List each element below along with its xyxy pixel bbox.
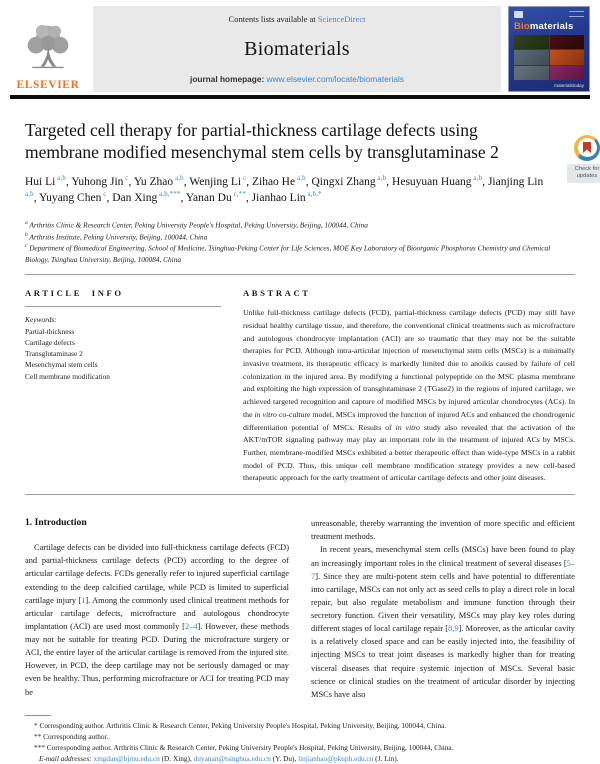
journal-banner (93, 6, 501, 92)
cover-thumbnail (514, 35, 549, 49)
affiliation-list (25, 219, 573, 265)
badge-line2: updates (567, 173, 600, 181)
author-affiliation-sup: a,b (472, 175, 483, 182)
author-name: Yanan Du (186, 192, 232, 204)
text-segment: In recent years, mesenchymal stem cells (MSCs) have been found to play an increasingly important roles in the clinical treatment of several diseases [ (311, 545, 575, 567)
footnote-list (25, 720, 575, 764)
author-name: Yuhong Jin (71, 176, 123, 188)
contents-line (99, 14, 495, 24)
cover-thumbnail-grid (514, 35, 584, 80)
author-affiliation-sup: a,b (173, 175, 184, 182)
cover-issue-info (569, 11, 584, 17)
footnote-marker: * (34, 721, 39, 730)
sciencedirect-link[interactable]: ScienceDirect (318, 14, 366, 24)
author-name: Jianjing Lin (488, 176, 543, 188)
cover-thumbnail (514, 66, 549, 80)
page-header (10, 6, 590, 99)
article-body (0, 119, 600, 764)
author-affiliation-sup: a,b (376, 175, 387, 182)
keyword: Partial-thickness (25, 326, 221, 337)
article-info-section (25, 288, 221, 485)
homepage-label: journal homepage: (190, 74, 264, 84)
text-segment: Corresponding author. Arthritis Clinic & Research Center, Peking University People's Hospital, Peking University, Beijing, 100044, China. (47, 743, 454, 752)
author-affiliation-sup: a,b (25, 191, 34, 198)
footnote (25, 731, 575, 742)
introduction-heading: 1. Introduction (25, 517, 289, 528)
cover-brand-rest: materials (530, 21, 574, 32)
divider (25, 494, 575, 495)
article-title: Targeted cell therapy for partial-thickness cartilage defects using membrane modified mesenchymal stem cells by transglutaminase 2 (25, 119, 533, 163)
author-name: Hui Li (25, 176, 55, 188)
inline-link[interactable]: duyanan@tsinghua.edu.cn (194, 754, 271, 763)
author-name: Dan Xing (112, 192, 157, 204)
text-segment: (Y. Du), (271, 754, 298, 763)
intro-col-left (25, 517, 289, 701)
footnote (25, 742, 575, 753)
homepage-link[interactable]: www.elsevier.com/locate/biomaterials (267, 74, 404, 84)
inline-link[interactable]: 5–7 (311, 559, 575, 581)
author-list: Hui Li $^{a,b}$, Yuhong Jin $^c$, Yu Zhao $^{a,b}$, Wenjing Li $^c$, Zihao He $^{a,b}$, Qingxi Zhang $^{a,b}$, Hesuyuan Huang $^{a,b}$, Jianjing Lin $^{a,b}$, Yuyang Chen $^c$, Dan Xing $^{a,b,***}$, Yanan Du $^{c,**}$, Jianhao Lin $^{a,b,*}$ (25, 174, 545, 206)
author-affiliation-sup: a,b (295, 175, 306, 182)
paragraph (311, 543, 575, 701)
homepage-line (99, 74, 495, 84)
text-segment: ]. However, these methods may not be suitable for treating PCD. During the microfracture surgery or ACI, the entire layer of the articular cartilage is removed from the injured site. However, in PCD, the deep cartilage may not be seriously damaged or may even be healthy. Thus, performing microfracture or ACI for treating PCD may be (25, 622, 289, 697)
author-name: Yuyang Chen (39, 192, 101, 204)
cover-thumbnail (550, 35, 585, 49)
text-segment: (D. Xing), (160, 754, 194, 763)
intro-col-right (311, 517, 575, 701)
author-affiliation-sup: a,b,* (306, 191, 322, 198)
abstract-text (243, 307, 575, 485)
cover-thumbnail (550, 50, 585, 64)
author-affiliation-sup: c (123, 175, 128, 182)
author-name: Hesuyuan Huang (392, 176, 472, 188)
footnote (25, 753, 575, 764)
badge-label (567, 164, 600, 183)
keyword: Cartilage defects (25, 337, 221, 348)
journal-cover-thumbnail[interactable] (508, 6, 590, 92)
elsevier-wordmark: ELSEVIER (17, 79, 80, 91)
article-info-heading: ARTICLE INFO (25, 288, 221, 298)
text-segment: Corresponding author. (43, 732, 108, 741)
text-segment: unreasonable, thereby warranting the invention of more specific and efficient treatment methods. (311, 519, 575, 541)
intro-col-left-paras (25, 541, 289, 699)
cover-footer-text: materialstoday (514, 83, 584, 88)
bookmark-icon (583, 142, 591, 153)
inline-link[interactable]: 8,9 (448, 624, 458, 633)
author-affiliation-sup: c (241, 175, 246, 182)
author-name: Jianhao Lin (252, 192, 306, 204)
text-segment: Corresponding author. Arthritis Clinic & Research Center, Peking University People's Hospital, Peking University, Beijing, 100044, China. (39, 721, 446, 730)
cover-brand (514, 21, 584, 32)
text-segment: Unlike full-thickness cartilage defects (FCD), partial-thickness cartilage defects (PCD) may still have residual healthy cartilage tissue, and therefore, the conventional clinical treatments such as microfracture and autologous chondrocyte implantation (ACI) are so traumatic that they may not be the suitable therapies for PCD. Although intra-articular injection of mesenchymal stem cells (MSCs) is a minimally invasive treatment, its therapeutic efficacy is markedly limited due to anoikis caused by failure of cell colonization in the injured area. By modifying a functional polypeptide on the MSC plasma membrane and exploiting the high expression of transglutaminase 2 (TGase2) in the regions of injured cartilage, we achieved targeted recognition and capture of modified MSCs by injured articular chondrocytes (ACs). In the (243, 308, 575, 419)
cover-thumbnail (514, 50, 549, 64)
text-segment: study also revealed that the activation of the AKT/mTOR signaling pathway may play an important role in the treatment of injured ACs by MSCs. Further, membrane-modified MSCs exhibited a better therapeutic effect than wide-type MSCs in a rabbit model of PCD. Thus, this unique cell membrane modification strategy provides a new cell-based therapeutic approach for the early treatment of articular cartilage defects and other joint diseases. (243, 423, 575, 483)
author-name: Yu Zhao (134, 176, 173, 188)
cover-thumbnail (550, 66, 585, 80)
text-segment: ]. Moreover, as the articular cavity is a relatively closed space and can be easily injected into, the feasibility of injecting MSCs to treat joint diseases is markedly higher than for treating visceral diseases that require systemic injection of MSCs. Several basic science or clinical studies on the treatment of articular disorder by injecting MSCs have also (311, 624, 575, 699)
author-affiliation-sup: c,** (232, 191, 246, 198)
article-info-divider (25, 306, 221, 307)
inline-link[interactable]: xingdan@bjmu.edu.cn (93, 754, 159, 763)
introduction-section (25, 517, 575, 701)
contents-prefix: Contents lists available at (229, 14, 316, 24)
elsevier-logo (10, 6, 86, 92)
text-segment: Cartilage defects can be divided into full-thickness cartilage defects (FCD) and partial-thickness cartilage defects (PCD) according to the degree of articular cartilage defects. FCDs generally refer to injured superficial cartilage extending to the deep calcified cartilage, while PCD is limited to superficial cartilage injury [ (25, 543, 289, 605)
footnotes-section (25, 715, 575, 764)
text-segment: ]. Among the commonly used clinical treatment methods for articular cartilage defects, microfracture and autologous chondrocyte implantation (ACI) are used most commonly [ (25, 596, 289, 631)
inline-link[interactable]: 2–4 (185, 622, 198, 631)
check-for-updates-badge[interactable] (564, 135, 600, 183)
abstract-heading: ABSTRACT (243, 288, 575, 298)
badge-line1: Check for (567, 166, 600, 174)
inline-link[interactable]: linjianhao@pkuph.edu.cn (298, 754, 373, 763)
cover-publisher-mark-icon (514, 11, 523, 18)
keyword: Transglutaminase 2 (25, 348, 221, 359)
abstract-section (243, 288, 575, 485)
author-affiliation-sup: a,b (55, 175, 66, 182)
cover-brand-bio: Bio (514, 21, 530, 32)
text-segment: (J. Lin). (373, 754, 398, 763)
text-segment: in vitro (396, 423, 420, 432)
elsevier-tree-icon (19, 23, 77, 78)
paragraph (25, 541, 289, 699)
author-name: Wenjing Li (189, 176, 241, 188)
footnote (25, 720, 575, 731)
header-divider (10, 95, 590, 99)
text-segment: in vitro (254, 410, 276, 419)
inline-link[interactable]: 1 (81, 596, 85, 605)
paragraph (311, 517, 575, 543)
keyword-list (25, 326, 221, 382)
journal-title: Biomaterials (99, 38, 495, 61)
author-name: Qingxi Zhang (311, 176, 375, 188)
text-segment: E-mail addresses: (39, 754, 92, 763)
affiliation: $^b$ Arthritis Institute, Peking University, Beijing, 100044, China (25, 231, 573, 243)
author-affiliation-sup: c (101, 191, 106, 198)
keywords-label: Keywords: (25, 314, 221, 326)
author-name: Zihao He (252, 176, 295, 188)
footnote-marker: ** (34, 732, 43, 741)
author-affiliation-sup: a,b,*** (157, 191, 180, 198)
crossmark-icon (574, 135, 600, 161)
affiliation: $^a$ Arthritis Clinic & Research Center, Peking University People's Hospital, Peking University, Beijing, 100044, China (25, 219, 573, 231)
footnote-divider (25, 715, 51, 716)
keyword: Cell membrane modification (25, 371, 221, 382)
keyword: Mesenchymal stem cells (25, 359, 221, 370)
text-segment: ]. Since they are multi-potent stem cells and have potential to differentiate into cartilage, MSCs can not only act as seed cells to play a direct role in local repair, but also regulate metabolism and immune function through their secretory function. Given their versatility, MSCs may play key roles during different stages of local cartilage repair [ (311, 572, 575, 634)
affiliation: $^c$ Department of Biomedical Engineering, School of Medicine, Tsinghua-Peking Center for Life Sciences, MOE Key Laboratory of Bioorganic Phosphorus Chemistry and Chemical Biology, Tsinghua University, Beijing, 100084, China (25, 242, 573, 265)
text-segment: co-culture model, MSCs improved the function of injured ACs and enhanced the chondrogenic differentiation potential of MSCs. Results of (243, 410, 575, 432)
footnote-marker: *** (34, 743, 47, 752)
